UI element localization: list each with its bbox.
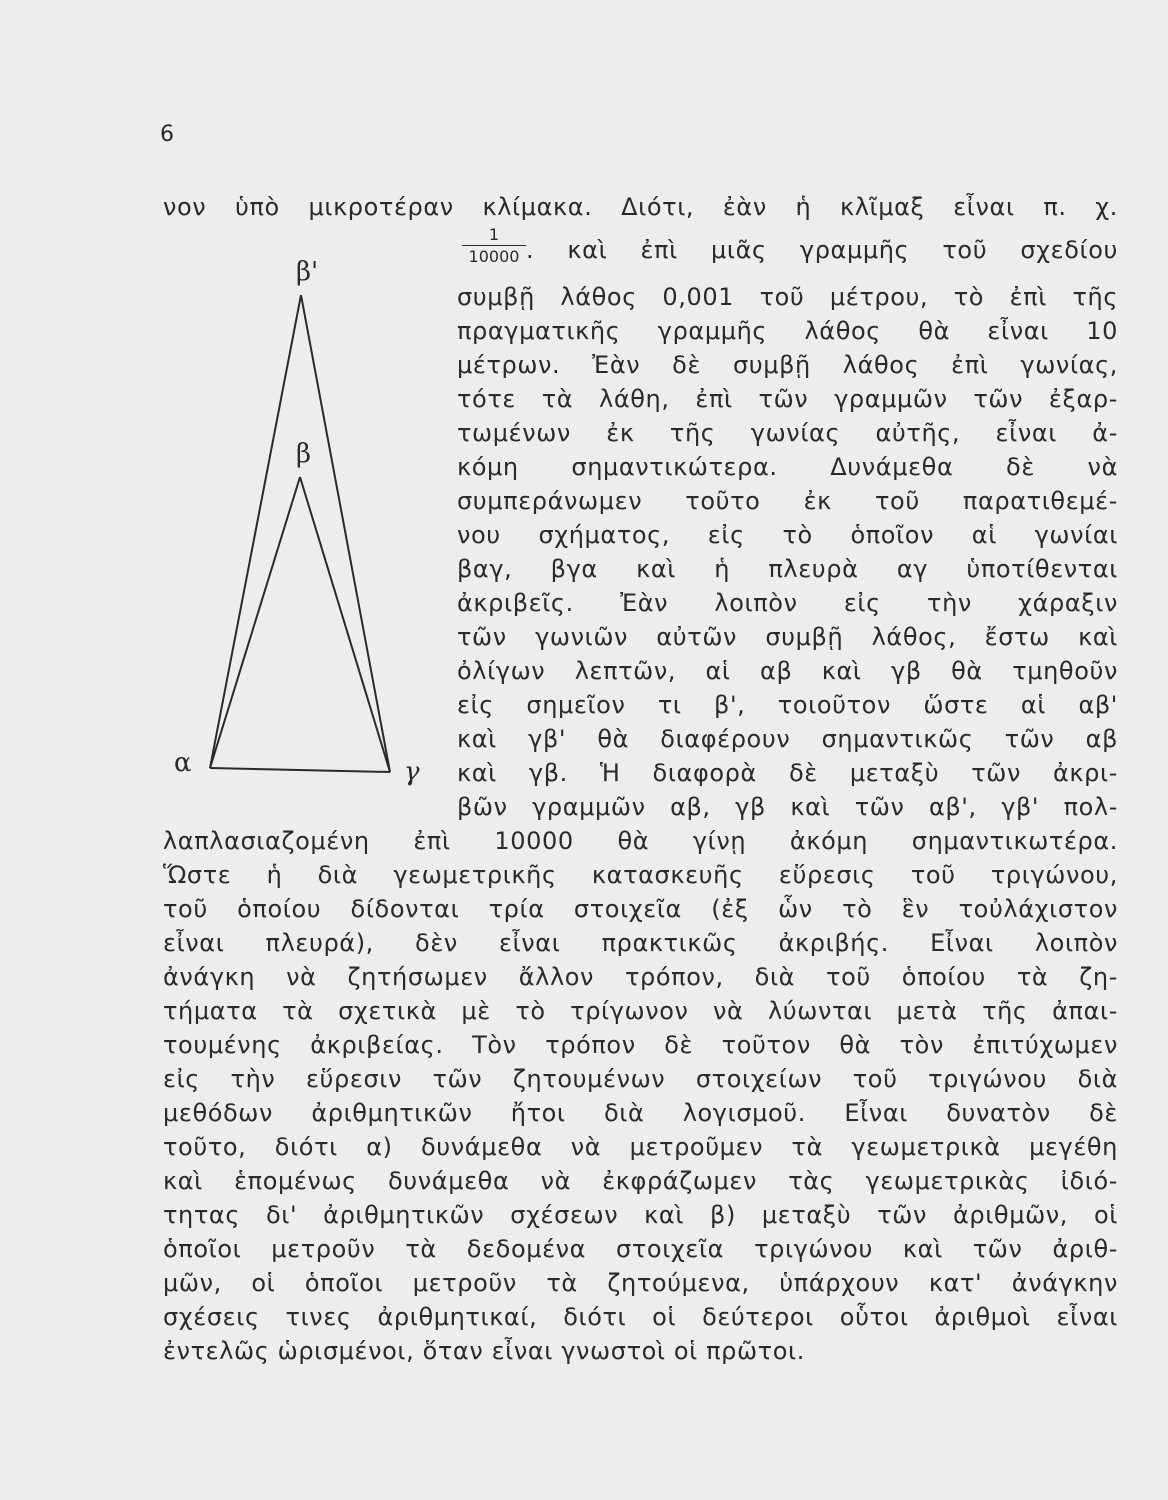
line-a-bprime	[210, 295, 301, 768]
base-line-ag	[210, 768, 390, 772]
text-line-7: τωμένων ἐκ τῆς γωνίας αὐτῆς, εἶναι ἀ-	[457, 419, 1118, 447]
text-line-22: εἶναι πλευρά), δὲν εἶναι πρακτικῶς ἀκριβής. Εἶναι λοιπὸν	[163, 929, 1118, 957]
text-line-30: τητας δι' ἀριθμητικῶν σχέσεων καὶ β) μεταξὺ τῶν ἀριθμῶν, οἱ	[163, 1201, 1118, 1229]
text-line-23: ἀνάγκη νὰ ζητήσωμεν ἄλλον τρόπον, διὰ τοῦ ὁποίου τὰ ζη-	[163, 963, 1118, 991]
fraction-numerator: 1	[462, 227, 526, 246]
text-line-1: νον ὑπὸ μικροτέραν κλίμακα. Διότι, ἐὰν ἡ κλῖμαξ εἶναι π. χ.	[163, 193, 1118, 221]
text-line-19: λαπλασιαζομένη ἐπὶ 10000 θὰ γίνῃ ἀκόμη σημαντικωτέρα.	[163, 827, 1118, 855]
text-line-29: καὶ ἑπομένως δυνάμεθα νὰ ἐκφράζωμεν τὰς γεωμετρικὰς ἰδιό-	[163, 1167, 1118, 1195]
text-line-16: καὶ γβ' θὰ διαφέρουν σημαντικῶς τῶν αβ	[457, 725, 1118, 753]
text-line-20: Ὥστε ἡ διὰ γεωμετρικῆς κατασκευῆς εὕρεσις τοῦ τριγώνου,	[163, 861, 1118, 889]
label-beta-prime: β'	[296, 257, 319, 287]
text-line-10: νου σχήματος, εἰς τὸ ὁποῖον αἱ γωνίαι	[457, 521, 1118, 549]
text-line-9: συμπεράνωμεν τοῦτο ἐκ τοῦ παρατιθεμέ-	[457, 487, 1118, 515]
text-line-34: ἐντελῶς ὡρισμένοι, ὅταν εἶναι γνωστοὶ οἱ πρῶτοι.	[163, 1337, 805, 1365]
fraction-denominator: 10000	[468, 247, 520, 266]
text-line-27: μεθόδων ἀριθμητικῶν ἤτοι διὰ λογισμοῦ. Εἶναι δυνατὸν δὲ	[163, 1099, 1118, 1127]
text-line-15: εἰς σημεῖον τι β', τοιοῦτον ὥστε αἱ αβ'	[457, 691, 1118, 719]
label-gamma: γ	[404, 757, 420, 787]
text-line-21: τοῦ ὁποίου δίδονται τρία στοιχεῖα (ἐξ ὧν τὸ ἓν τοὐλάχιστον	[163, 895, 1118, 923]
text-line-25: τουμένης ἀκριβείας. Τὸν τρόπον δὲ τοῦτον θὰ τὸν ἐπιτύχωμεν	[163, 1031, 1118, 1059]
fraction	[462, 227, 526, 265]
text-line-8: κόμη σημαντικώτερα. Δυνάμεθα δὲ νὰ	[457, 453, 1118, 481]
text-line-2: . καὶ ἐπὶ μιᾶς γραμμῆς τοῦ σχεδίου	[526, 236, 1118, 264]
triangle-figure	[160, 255, 450, 815]
text-line-24: τήματα τὰ σχετικὰ μὲ τὸ τρίγωνον νὰ λύωνται μετὰ τῆς ἀπαι-	[163, 997, 1118, 1025]
text-line-11: βαγ, βγα καὶ ἡ πλευρὰ αγ ὑποτίθενται	[457, 555, 1118, 583]
text-line-18: βῶν γραμμῶν αβ, γβ καὶ τῶν αβ', γβ' πολ-	[457, 793, 1118, 821]
label-beta: β	[296, 439, 312, 469]
text-line-4: πραγματικῆς γραμμῆς λάθος θὰ εἶναι 10	[457, 317, 1118, 345]
text-line-13: τῶν γωνιῶν αὐτῶν συμβῇ λάθος, ἔστω καὶ	[457, 623, 1118, 651]
text-line-32: μῶν, οἱ ὁποῖοι μετροῦν τὰ ζητούμενα, ὑπάρχουν κατ' ἀνάγκην	[163, 1269, 1118, 1297]
text-line-14: ὀλίγων λεπτῶν, αἱ αβ καὶ γβ θὰ τμηθοῦν	[457, 657, 1118, 685]
text-line-28: τοῦτο, διότι α) δυνάμεθα νὰ μετροῦμεν τὰ γεωμετρικὰ μεγέθη	[163, 1133, 1118, 1161]
label-alpha: α	[174, 748, 192, 778]
line-g-bprime	[301, 295, 390, 772]
triangle-diagram	[160, 255, 450, 815]
text-line-26: εἰς τὴν εὕρεσιν τῶν ζητουμένων στοιχείων τοῦ τριγώνου διὰ	[163, 1065, 1118, 1093]
text-line-6: τότε τὰ λάθη, ἐπὶ τῶν γραμμῶν τῶν ἐξαρ-	[457, 385, 1118, 413]
text-line-12: ἀκριβεῖς. Ἐὰν λοιπὸν εἰς τὴν χάραξιν	[457, 589, 1118, 617]
line-g-b	[300, 477, 390, 772]
line-a-b	[210, 477, 300, 768]
text-line-31: ὁποῖοι μετροῦν τὰ δεδομένα στοιχεῖα τριγώνου καὶ τῶν ἀριθ-	[163, 1235, 1118, 1263]
page-number: 6	[160, 122, 174, 147]
text-line-5: μέτρων. Ἐὰν δὲ συμβῇ λάθος ἐπὶ γωνίας,	[457, 351, 1118, 379]
text-line-3: συμβῇ λάθος 0,001 τοῦ μέτρου, τὸ ἐπὶ τῆς	[457, 283, 1118, 311]
text-line-17: καὶ γβ. Ἡ διαφορὰ δὲ μεταξὺ τῶν ἀκρι-	[457, 759, 1118, 787]
text-line-33: σχέσεις τινες ἀριθμητικαί, διότι οἱ δεύτεροι οὗτοι ἀριθμοὶ εἶναι	[163, 1303, 1118, 1331]
